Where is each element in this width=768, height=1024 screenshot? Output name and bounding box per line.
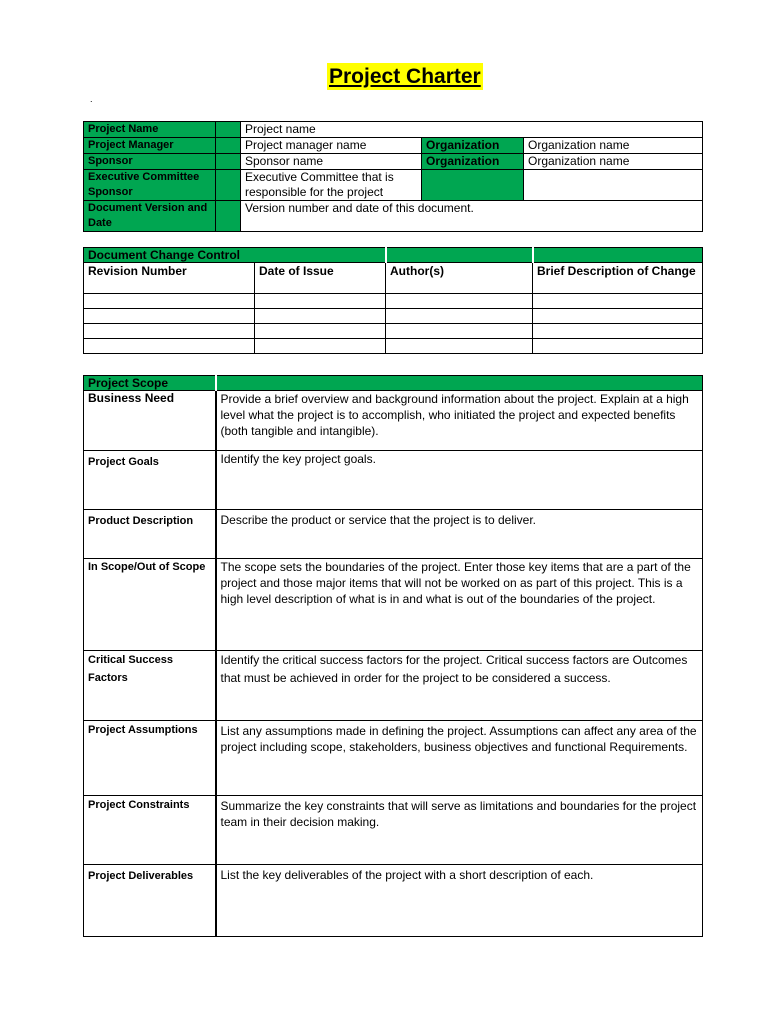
col-header-date: Date of Issue (255, 263, 386, 294)
table-cell[interactable] (386, 339, 533, 354)
organization-value: Organization name (524, 154, 703, 170)
scope-row (84, 510, 703, 559)
table-cell[interactable] (84, 294, 255, 309)
project-manager-label: Project Manager (84, 138, 216, 154)
stray-dot: . (90, 94, 93, 104)
table-row (84, 339, 703, 354)
table-cell[interactable] (533, 324, 703, 339)
change-control-heading: Document Change Control (84, 248, 386, 263)
scope-row (84, 451, 703, 510)
table-cell[interactable] (255, 309, 386, 324)
scope-row (84, 391, 703, 451)
scope-row-text: Summarize the key constraints that will serve as limitations and boundaries for the project team in their decision making. (216, 796, 703, 865)
project-scope-heading: Project Scope (84, 376, 216, 391)
table-cell[interactable] (84, 309, 255, 324)
scope-row-text: Identify the critical success factors for the project. Critical success factors are Outcomes that must be achieved in order for the project to be considered a success. (216, 651, 703, 721)
organization-label: Organization (422, 138, 524, 154)
project-scope-table (83, 375, 703, 937)
header-bar-cell (386, 248, 533, 263)
organization-label: Organization (422, 154, 524, 170)
scope-row-label: In Scope/Out of Scope (84, 559, 216, 651)
scope-row (84, 865, 703, 937)
col-header-description: Brief Description of Change (533, 263, 703, 294)
empty-cell (524, 170, 703, 201)
executive-sponsor-label: Executive Committee Sponsor (84, 170, 216, 201)
scope-row-text: Identify the key project goals. (216, 451, 703, 510)
sponsor-label: Sponsor (84, 154, 216, 170)
scope-row-label: Business Need (84, 391, 216, 451)
table-cell[interactable] (255, 324, 386, 339)
table-cell[interactable] (84, 339, 255, 354)
scope-row-label: Project Constraints (84, 796, 216, 865)
header-bar-cell (216, 376, 703, 391)
project-name-label: Project Name (84, 122, 216, 138)
table-cell[interactable] (255, 294, 386, 309)
scope-row (84, 721, 703, 796)
scope-row-label: Critical Success Factors (84, 651, 216, 721)
table-row (84, 324, 703, 339)
table-cell[interactable] (533, 339, 703, 354)
spacer-cell (216, 138, 241, 154)
sponsor-value: Sponsor name (241, 154, 422, 170)
col-header-revision: Revision Number (84, 263, 255, 294)
scope-row (84, 651, 703, 721)
scope-row (84, 559, 703, 651)
table-cell[interactable] (255, 339, 386, 354)
scope-row-label: Project Deliverables (84, 865, 216, 937)
table-cell[interactable] (533, 309, 703, 324)
spacer-cell (216, 122, 241, 138)
table-cell[interactable] (533, 294, 703, 309)
scope-row (84, 796, 703, 865)
scope-row-text: Describe the product or service that the project is to deliver. (216, 510, 703, 559)
document-version-label: Document Version and Date (84, 201, 216, 232)
header-bar-cell (533, 248, 703, 263)
scope-row-label: Project Assumptions (84, 721, 216, 796)
table-cell[interactable] (386, 309, 533, 324)
executive-sponsor-value: Executive Committee that is responsible for the project (241, 170, 422, 201)
table-row (84, 294, 703, 309)
spacer-cell (216, 201, 241, 232)
scope-row-label: Project Goals (84, 451, 216, 510)
document-title: Project Charter (329, 65, 481, 88)
spacer-cell (216, 170, 241, 201)
change-control-table (83, 247, 703, 354)
scope-row-text: List any assumptions made in defining the project. Assumptions can affect any area of the project including scope, stakeholders, business objectives and functional Requirements. (216, 721, 703, 796)
project-info-table (83, 121, 703, 232)
table-cell[interactable] (84, 324, 255, 339)
document-version-value: Version number and date of this document. (241, 201, 703, 232)
scope-row-text: Provide a brief overview and background information about the project. Explain at a high level what the project is to accomplish, who initiated the project and expected benefits (both tangible and intangible). (216, 391, 703, 451)
scope-row-text: The scope sets the boundaries of the project. Enter those key items that are a part of the project and those major items that will not be worked on as part of this project. This is a high level description of what is in and what is out of the boundaries of the project. (216, 559, 703, 651)
table-cell[interactable] (386, 294, 533, 309)
scope-row-label: Product Description (84, 510, 216, 559)
col-header-author: Author(s) (386, 263, 533, 294)
table-row (84, 309, 703, 324)
project-manager-value: Project manager name (241, 138, 422, 154)
project-name-value: Project name (241, 122, 703, 138)
scope-row-text: List the key deliverables of the project with a short description of each. (216, 865, 703, 937)
organization-value: Organization name (524, 138, 703, 154)
spacer-cell (216, 154, 241, 170)
table-cell[interactable] (386, 324, 533, 339)
empty-green-cell (422, 170, 524, 201)
